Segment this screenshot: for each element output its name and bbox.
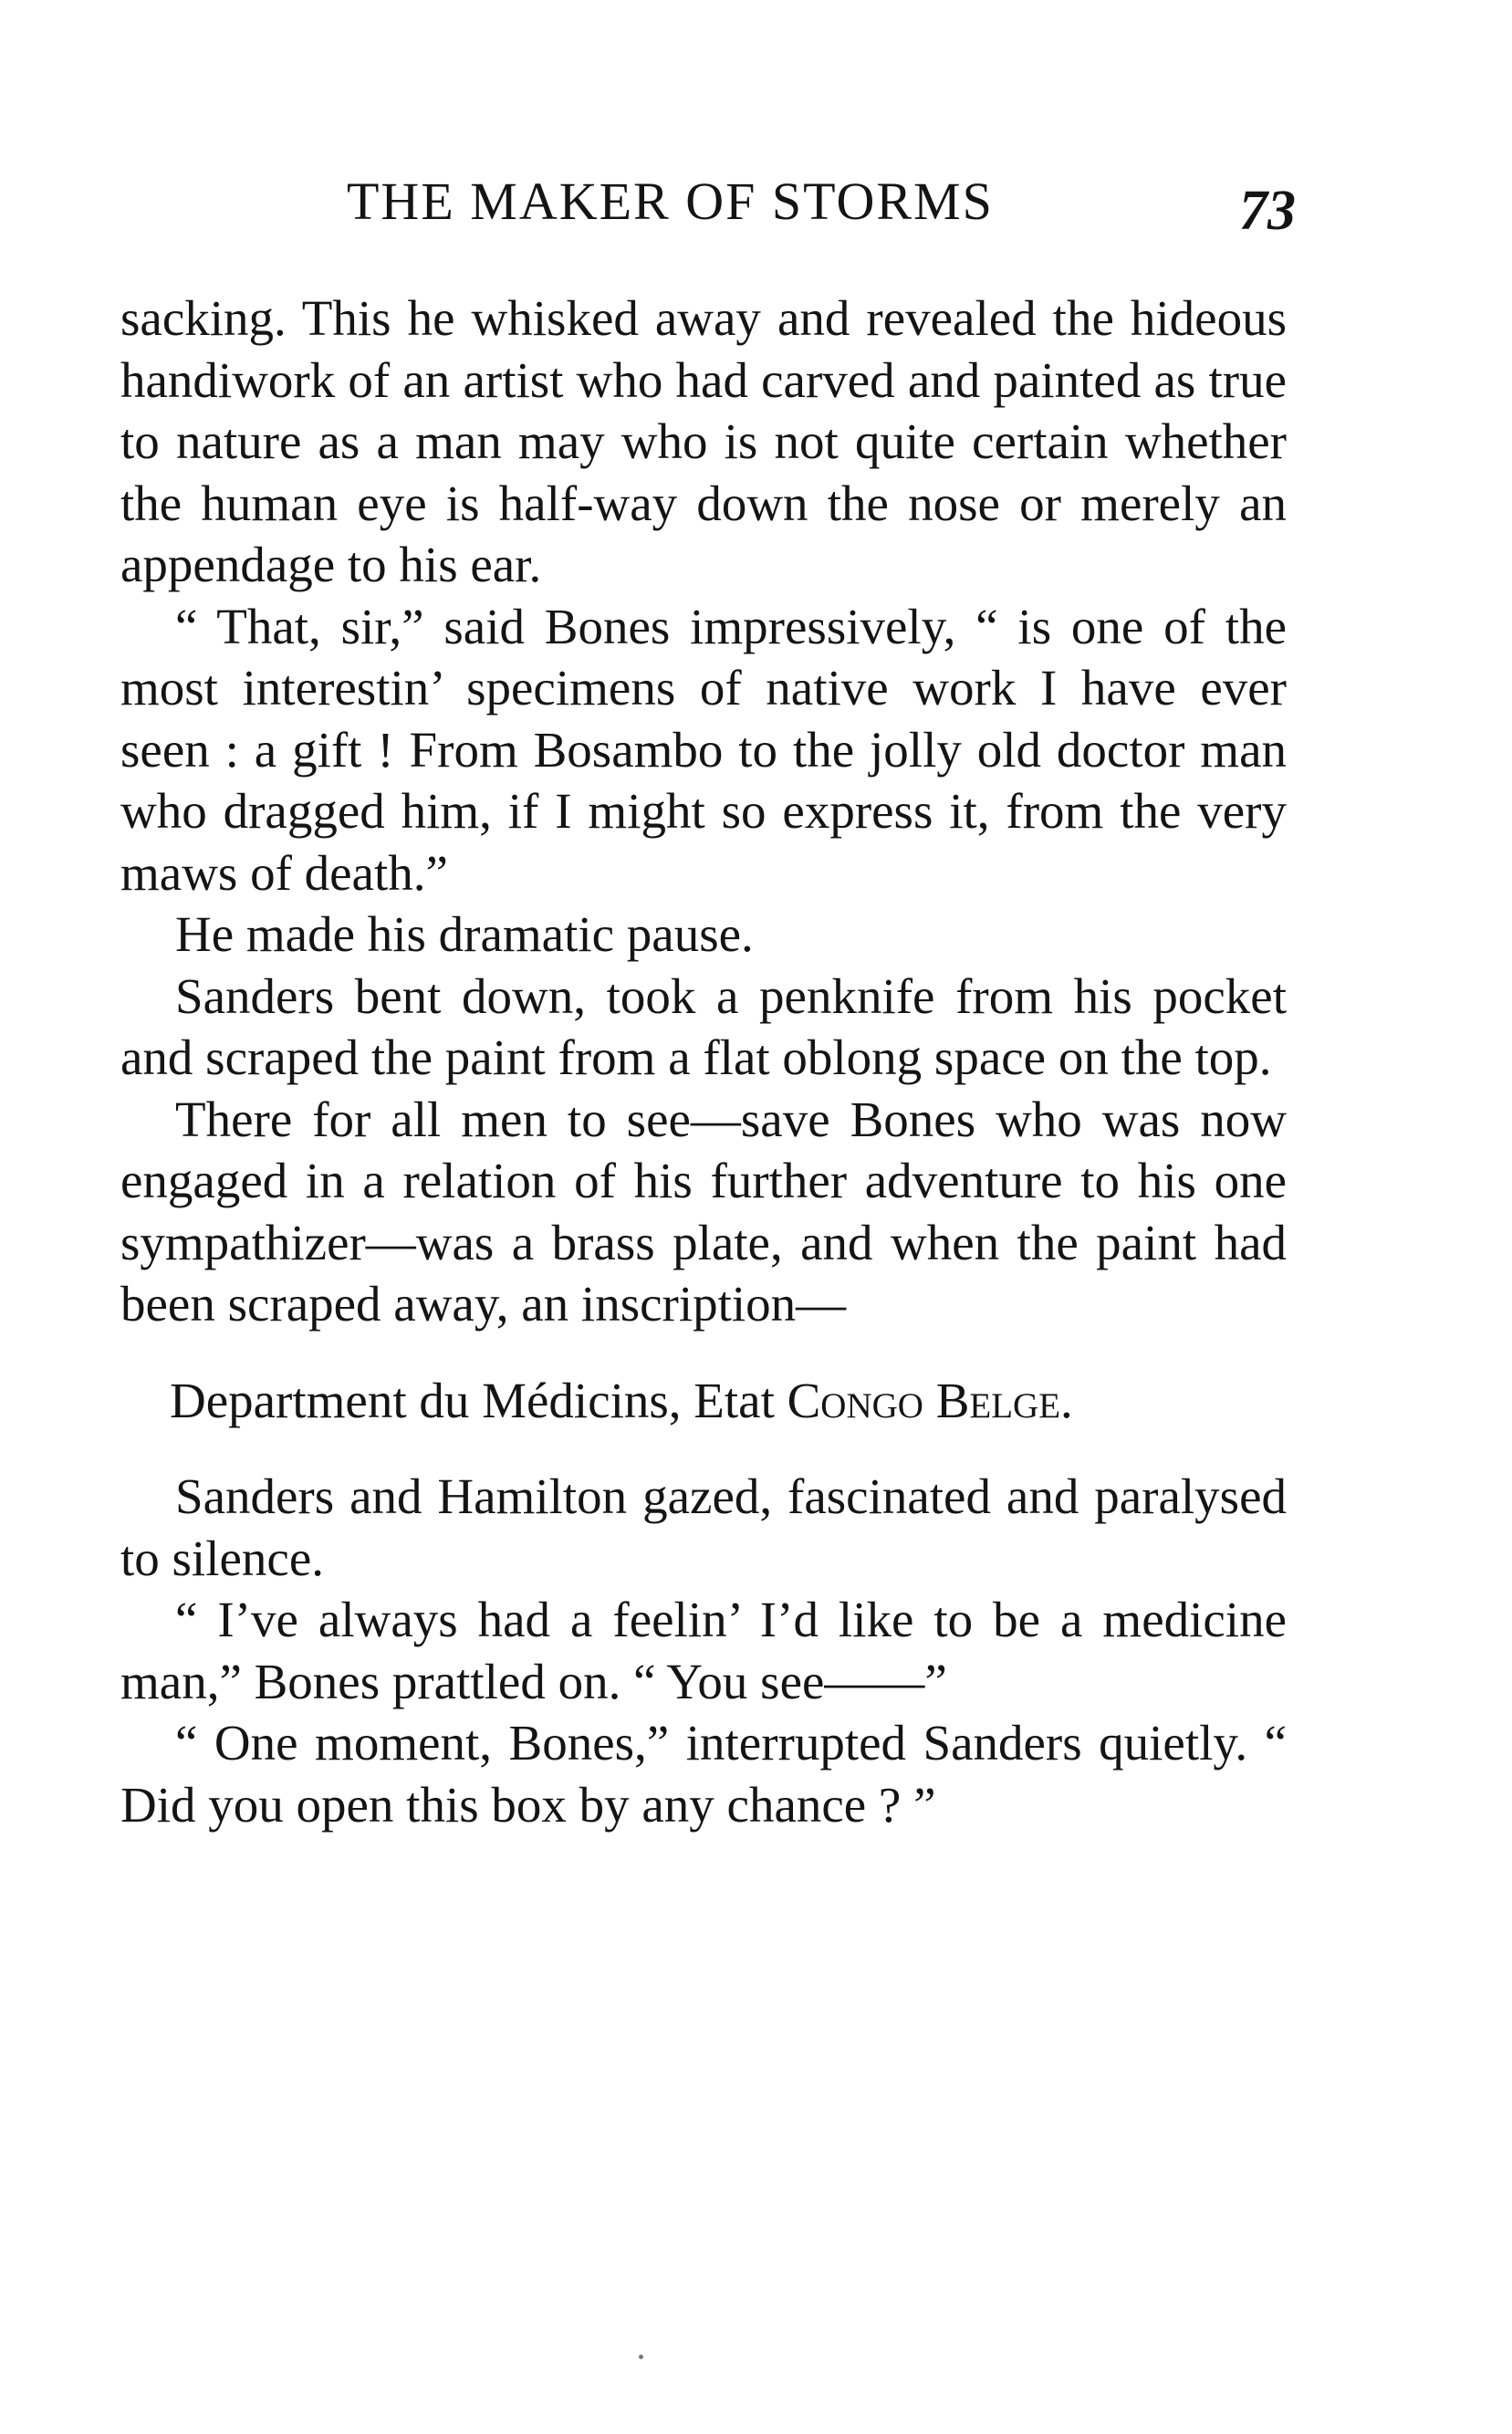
- paragraph: “ One moment, Bones,” interrupted Sanders quietly. “ Did you open this box by any chance ? ”: [120, 1715, 1287, 1833]
- paragraph: He made his dramatic pause.: [175, 906, 754, 962]
- paragraph: “ I’ve always had a feelin’ I’d like to be a medicine man,” Bones prattled on. “ You see——”: [120, 1592, 1287, 1709]
- inscription-line: [120, 1370, 1287, 1432]
- body-text: [120, 287, 1287, 1835]
- paragraph: Sanders bent down, took a penknife from his pocket and scraped the paint from a flat oblong space on the top.: [120, 967, 1287, 1085]
- paragraph: There for all men to see—save Bones who was now engaged in a relation of his further adventure to his one sympathizer—was a brass plate, and when the paint had been scraped away, an inscription—: [120, 1091, 1287, 1332]
- paragraph: “ That, sir,” said Bones impressively, “ is one of the most interestin’ specimens of native work I have ever seen : a gift ! From Bosambo to the jolly old doctor man who dragged him, if I might so express it, from the very maws of death.”: [120, 598, 1287, 901]
- scan-speck: [639, 2355, 643, 2359]
- paragraph: Sanders and Hamilton gazed, fascinated and paralysed to silence.: [120, 1468, 1287, 1586]
- chapter-title: THE MAKER OF STORMS: [347, 172, 994, 231]
- inscription-text: Department du Médicins, Etat: [170, 1372, 775, 1428]
- paragraph: sacking. This he whisked away and revealed the hideous handiwork of an artist who had carved and painted as true to nature as a man may who is not quite certain whether the human eye is half-way down the nose or merely an appendage to his ear.: [120, 290, 1287, 592]
- running-header: [119, 172, 1296, 257]
- inscription-small-caps: Congo Belge.: [787, 1372, 1073, 1428]
- page-number: 73: [1239, 180, 1296, 242]
